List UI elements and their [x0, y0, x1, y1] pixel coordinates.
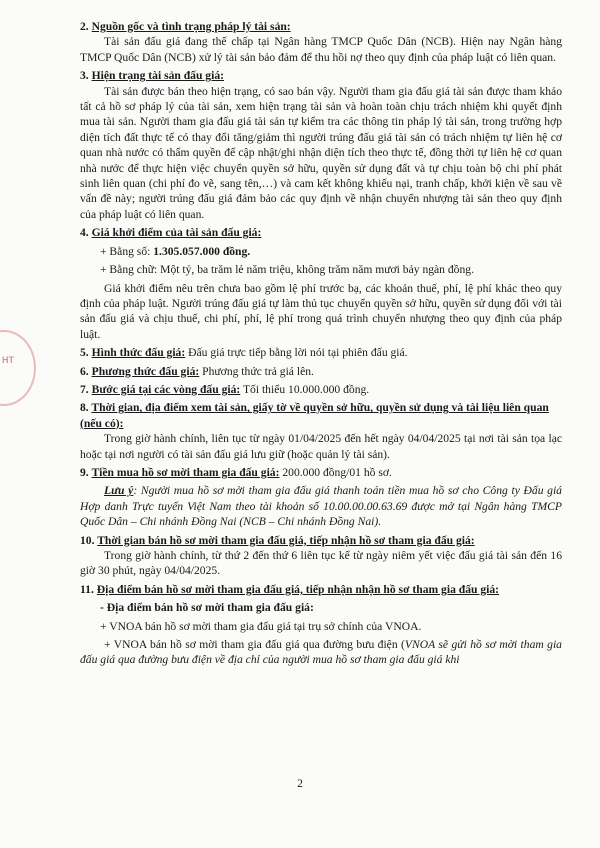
section-5 — [80, 345, 562, 360]
price-number-line — [80, 244, 562, 259]
section-3-title: Hiện trạng tài sản đấu giá: — [91, 69, 224, 83]
section-4-title: Giá khởi điểm của tài sản đấu giá: — [91, 226, 262, 240]
section-7-value: Tối thiểu 10.000.000 đồng. — [242, 382, 370, 396]
section-3-body: Tài sản được bán theo hiện trạng, có sao bán vậy. Người tham gia đấu giá tài sản được tham khảo tất cả hồ sơ pháp lý của tài sản, xem hiện trạng tài sản và hoàn toàn chịu trách nhiệm khi quyết định mua tài sản. Người tham gia đấu giá tài sản tự kiểm tra các thông tin pháp lý tài sản, trong trường hợp diện tích đất thực tế có thay đổi tăng/giảm thì người trúng đấu giá tài sản có trách nhiệm tự liên hệ cơ quan nhà nước có thẩm quyền để cập nhật/ghi nhận diện tích theo thực tế, đồng thời tự liên hệ cơ quan nhà nước để thực hiện việc chuyển quyền sở hữu, quyền sử dụng đất và tự chịu toàn bộ chi phí phát sinh liên quan (chi phí đo vẽ, sang tên,…) và cam kết không khiếu nại, tranh chấp, khởi kiện về sau về vấn đề này; người trúng đấu giá đảm bảo các quy định về nhận chuyển nhượng tài sản theo quy định của pháp luật có liên quan. — [80, 84, 562, 221]
section-5-title: Hình thức đấu giá: — [91, 346, 186, 360]
section-11-number: 11. — [80, 582, 94, 596]
section-11-item-2 — [80, 637, 562, 668]
section-9-title: Tiền mua hồ sơ mời tham gia đấu giá: — [91, 465, 280, 479]
section-3-heading — [80, 68, 562, 83]
section-8-number: 8. — [80, 401, 89, 415]
section-11-item-2-text: + VNOA bán hồ sơ mời tham gia đấu giá qua đường bưu điện ( — [104, 638, 405, 652]
section-11-item-2-italic: VNOA sẽ gửi hồ sơ mời tham gia đấu giá qua đường bưu điện về địa chỉ của người mua hồ sơ tham gia đấu giá khi — [80, 638, 562, 667]
section-4-heading — [80, 225, 562, 240]
price-number-value: 1.305.057.000 đồng. — [153, 244, 251, 258]
section-8-body: Trong giờ hành chính, liên tục từ ngày 01/04/2025 đến hết ngày 04/04/2025 tại nơi tài sản tọa lạc hoặc tại nơi người có tài sản đấu giá lưu giữ (hoặc quản lý tài sản). — [80, 432, 562, 461]
section-9-note — [80, 483, 562, 529]
section-2-title: Nguồn gốc và tình trạng pháp lý tài sản: — [91, 20, 291, 33]
section-9 — [80, 465, 562, 480]
section-10-title: Thời gian bán hồ sơ mời tham gia đấu giá, tiếp nhận hồ sơ tham gia đấu giá: — [97, 533, 475, 547]
stamp-text: HT — [2, 355, 14, 365]
section-2-body: Tài sản đấu giá đang thế chấp tại Ngân hàng TMCP Quốc Dân (NCB). Hiện nay Ngân hàng TMCP Quốc Dân (NCB) xử lý tài sản bảo đảm để thu hồi nợ theo quy định của pháp luật có liên quan. — [80, 35, 562, 64]
section-4-number: 4. — [80, 226, 89, 240]
section-11-item-1: + VNOA bán hồ sơ mời tham gia đấu giá tại trụ sở chính của VNOA. — [100, 619, 422, 633]
section-11-title: Địa điểm bán hồ sơ mời tham gia đấu giá, tiếp nhận nhận hồ sơ tham gia đấu giá: — [96, 582, 500, 596]
red-seal-stamp — [0, 330, 36, 406]
section-3-number: 3. — [80, 69, 89, 83]
section-11-subtitle: - Địa điểm bán hồ sơ mời tham gia đấu giá: — [100, 601, 314, 615]
section-9-note-body: : Người mua hồ sơ mời tham gia đấu giá thanh toán tiền mua hồ sơ cho Công ty Đấu giá Hợp danh Trực tuyến Việt Nam theo tài khoản số 10.00.00.00.63.69 được mở tại Ngân hàng TMCP Quốc Dân – Chi nhánh Đồng Nai (NCB – Chi nhánh Đồng Nai). — [80, 484, 562, 529]
section-8-heading — [80, 400, 562, 431]
page-number: 2 — [297, 777, 303, 790]
section-2-heading — [80, 19, 562, 34]
section-6-title: Phương thức đấu giá: — [91, 364, 200, 378]
section-5-value: Đấu giá trực tiếp bằng lời nói tại phiên đấu giá. — [188, 346, 408, 360]
section-6-value: Phương thức trả giá lên. — [202, 364, 314, 378]
section-4-body: Giá khởi điểm nêu trên chưa bao gồm lệ phí trước bạ, các khoản thuế, phí, lệ phí khác theo quy định của pháp luật. Người trúng đấu giá tự làm thủ tục chuyển quyền sở hữu, quyền sử dụng đối với tài sản đấu giá và chịu thuế, chi phí, phí, lệ phí trong quá trình chuyển nhượng theo quy định của pháp luật. — [80, 281, 562, 341]
section-7-title: Bước giá tại các vòng đấu giá: — [91, 382, 241, 396]
section-5-number: 5. — [80, 346, 89, 360]
section-7-number: 7. — [80, 382, 89, 396]
section-6-number: 6. — [80, 364, 89, 378]
section-2-number: 2. — [80, 20, 89, 33]
price-words-value: Một tỷ, ba trăm lẻ năm triệu, không trăm năm mươi bảy ngàn đồng. — [160, 263, 474, 277]
section-9-value: 200.000 đồng/01 hồ sơ. — [282, 465, 392, 479]
price-words-label: + Bằng chữ: — [100, 263, 158, 277]
section-11-heading — [80, 582, 562, 597]
section-9-number: 9. — [80, 465, 89, 479]
section-9-note-label: Lưu ý — [104, 484, 134, 498]
section-10-body: Trong giờ hành chính, từ thứ 2 đến thứ 6 liên tục kể từ ngày niêm yết việc đấu giá tài sản đến 16 giờ 30 phút, ngày 04/04/2025. — [80, 549, 562, 578]
price-number-label: + Bằng số: — [100, 244, 151, 258]
section-7 — [80, 382, 562, 397]
section-10-heading — [80, 533, 562, 548]
section-8-title: Thời gian, địa điểm xem tài sản, giấy tờ về quyền sở hữu, quyền sử dụng và tài liệu liên quan (nếu có): — [80, 401, 549, 430]
price-words-line — [80, 262, 562, 277]
section-10-number: 10. — [80, 533, 95, 547]
section-6 — [80, 364, 562, 379]
document-content — [80, 15, 562, 668]
